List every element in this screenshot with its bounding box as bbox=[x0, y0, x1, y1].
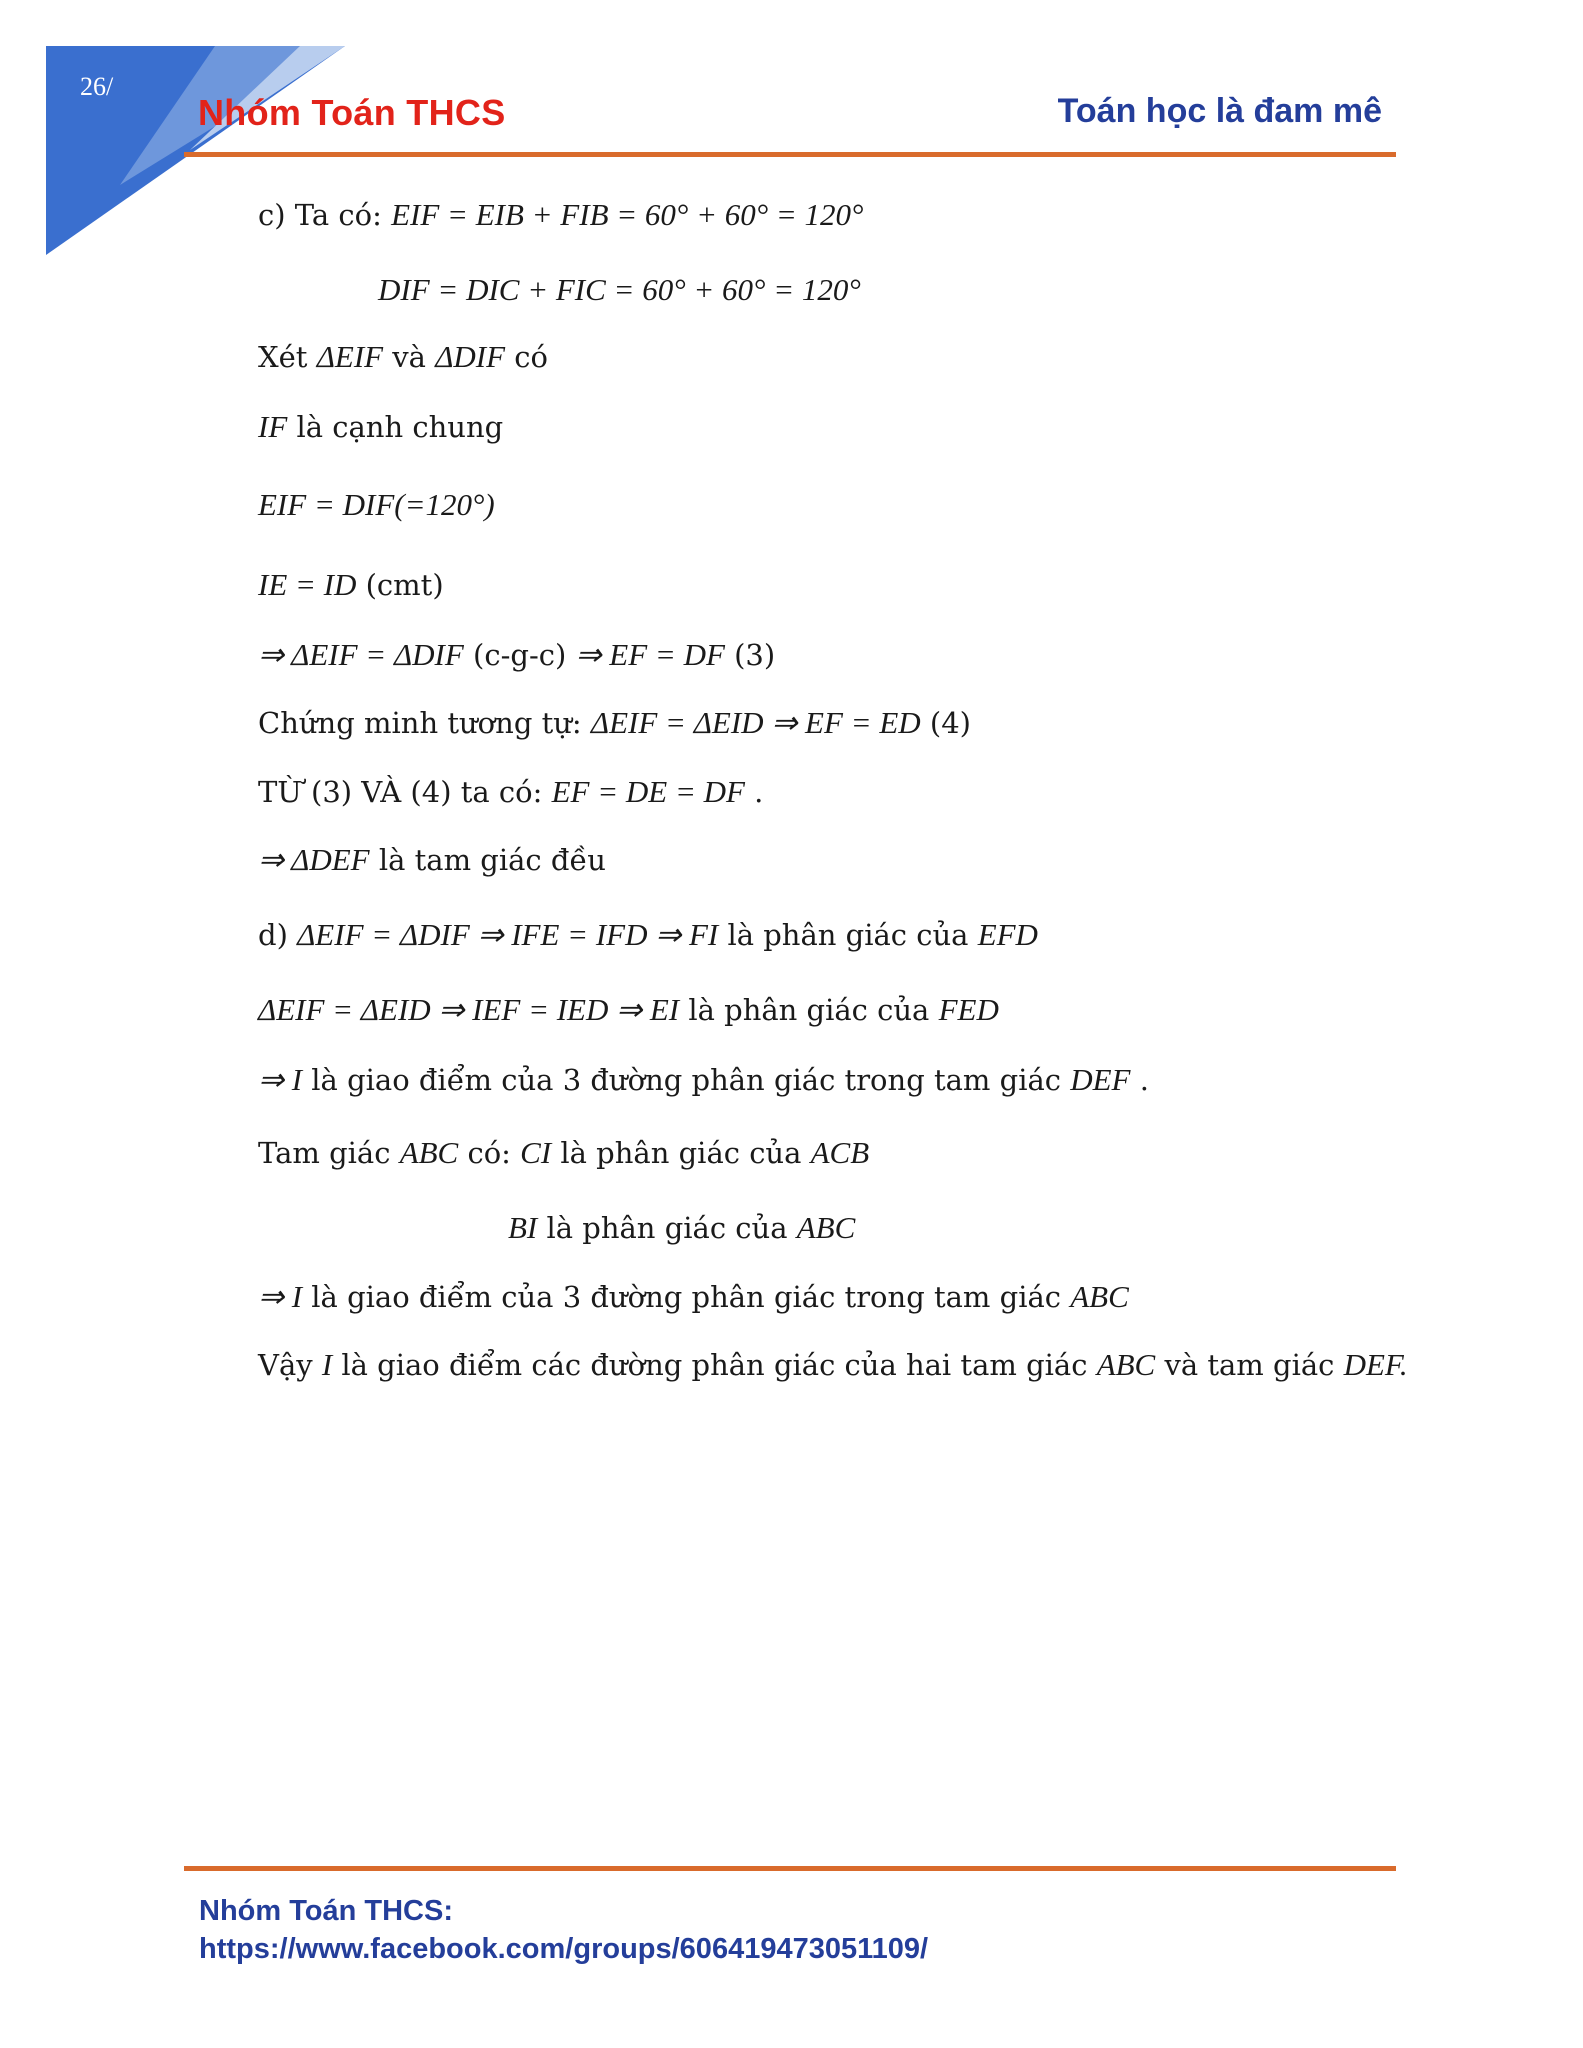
text: Xét bbox=[258, 340, 308, 374]
line-ie-id bbox=[258, 565, 444, 605]
math: EIF = EIB + FIB = 60° + 60° = 120° bbox=[391, 197, 864, 232]
text: là giao điểm của 3 đường phân giác trong tam giác bbox=[311, 1063, 1062, 1097]
math: ΔEIF = ΔEID ⇒ IEF = IED ⇒ EI bbox=[258, 992, 680, 1027]
math: ABC bbox=[1096, 1347, 1156, 1382]
line-equilateral bbox=[258, 840, 606, 880]
line-dif bbox=[378, 270, 861, 310]
text: là phân giác của bbox=[727, 918, 969, 952]
math: ABC bbox=[1070, 1279, 1129, 1314]
line-i-incenter-def bbox=[258, 1060, 1149, 1100]
text: Vậy bbox=[258, 1348, 313, 1382]
line-angle-equal bbox=[258, 485, 495, 525]
math: BI bbox=[508, 1210, 538, 1245]
math: ⇒ ΔEIF = ΔDIF bbox=[258, 637, 464, 672]
line-xet bbox=[258, 337, 548, 377]
math: ΔEIF bbox=[316, 339, 384, 374]
math: DEF. bbox=[1343, 1347, 1408, 1382]
math: IF bbox=[258, 409, 288, 444]
line-ei-bisector bbox=[258, 990, 999, 1030]
math: ΔDIF bbox=[435, 339, 506, 374]
header-rule bbox=[184, 152, 1396, 157]
text: là giao điểm các đường phân giác của hai tam giác bbox=[341, 1348, 1088, 1382]
footer-rule bbox=[184, 1866, 1396, 1871]
line-common-side bbox=[258, 407, 503, 447]
line-from-3-4 bbox=[258, 772, 763, 812]
math: IE = ID bbox=[258, 567, 357, 602]
text: và bbox=[392, 340, 426, 374]
footer-group-label: Nhóm Toán THCS: bbox=[199, 1895, 453, 1927]
group-name: Nhóm Toán THCS bbox=[198, 92, 506, 133]
text: là cạnh chung bbox=[296, 410, 504, 444]
math: I bbox=[321, 1347, 333, 1382]
text: (3) bbox=[734, 638, 776, 672]
text: (4) bbox=[929, 706, 971, 740]
line-d-fi-bisector bbox=[258, 915, 1038, 955]
page-number: 26/ bbox=[80, 72, 114, 101]
text: . bbox=[1139, 1063, 1149, 1097]
footer-url-link[interactable]: https://www.facebook.com/groups/606419473051109/ bbox=[199, 1933, 929, 1965]
text: Tam giác bbox=[258, 1136, 391, 1170]
math: ΔEIF = ΔDIF ⇒ IFE = IFD ⇒ FI bbox=[297, 917, 719, 952]
text: . bbox=[754, 775, 764, 809]
math: EFD bbox=[977, 917, 1038, 952]
line-similar-proof bbox=[258, 703, 971, 743]
line-c-eif bbox=[258, 195, 863, 235]
text: c) Ta có: bbox=[258, 198, 382, 232]
line-bi-bisector bbox=[508, 1208, 855, 1248]
math: ⇒ I bbox=[258, 1062, 303, 1097]
math: EF = DE = DF bbox=[551, 774, 745, 809]
text: Chứng minh tương tự: bbox=[258, 706, 582, 740]
line-cgc bbox=[258, 635, 775, 675]
text: là tam giác đều bbox=[378, 843, 606, 877]
line-conclusion bbox=[258, 1345, 1408, 1385]
math: ⇒ I bbox=[258, 1279, 303, 1314]
footer bbox=[199, 1892, 928, 1968]
text: (cmt) bbox=[365, 568, 444, 602]
text: là phân giác của bbox=[546, 1211, 788, 1245]
text: là phân giác của bbox=[688, 993, 930, 1027]
math: ABC bbox=[399, 1135, 459, 1170]
text: có: bbox=[467, 1136, 511, 1170]
text: và tam giác bbox=[1164, 1348, 1335, 1382]
line-triangle-abc bbox=[258, 1133, 869, 1173]
text: có bbox=[514, 340, 548, 374]
text: d) bbox=[258, 918, 288, 952]
math: FED bbox=[938, 992, 999, 1027]
text: là giao điểm của 3 đường phân giác trong tam giác bbox=[311, 1280, 1062, 1314]
math: DIF = DIC + FIC = 60° + 60° = 120° bbox=[378, 272, 861, 307]
text: (c-g-c) bbox=[473, 638, 567, 672]
text: TỪ (3) VÀ (4) ta có: bbox=[258, 775, 543, 809]
math: ⇒ ΔDEF bbox=[258, 842, 370, 877]
math: CI bbox=[520, 1135, 552, 1170]
math: ACB bbox=[810, 1135, 870, 1170]
math: ABC bbox=[796, 1210, 856, 1245]
slogan: Toán học là đam mê bbox=[1057, 92, 1382, 130]
text: là phân giác của bbox=[560, 1136, 802, 1170]
math: EIF = DIF(=120°) bbox=[258, 487, 495, 522]
math: ⇒ EF = DF bbox=[575, 637, 725, 672]
math: DEF bbox=[1070, 1062, 1131, 1097]
math: ΔEIF = ΔEID ⇒ EF = ED bbox=[590, 705, 921, 740]
line-i-incenter-abc bbox=[258, 1277, 1129, 1317]
